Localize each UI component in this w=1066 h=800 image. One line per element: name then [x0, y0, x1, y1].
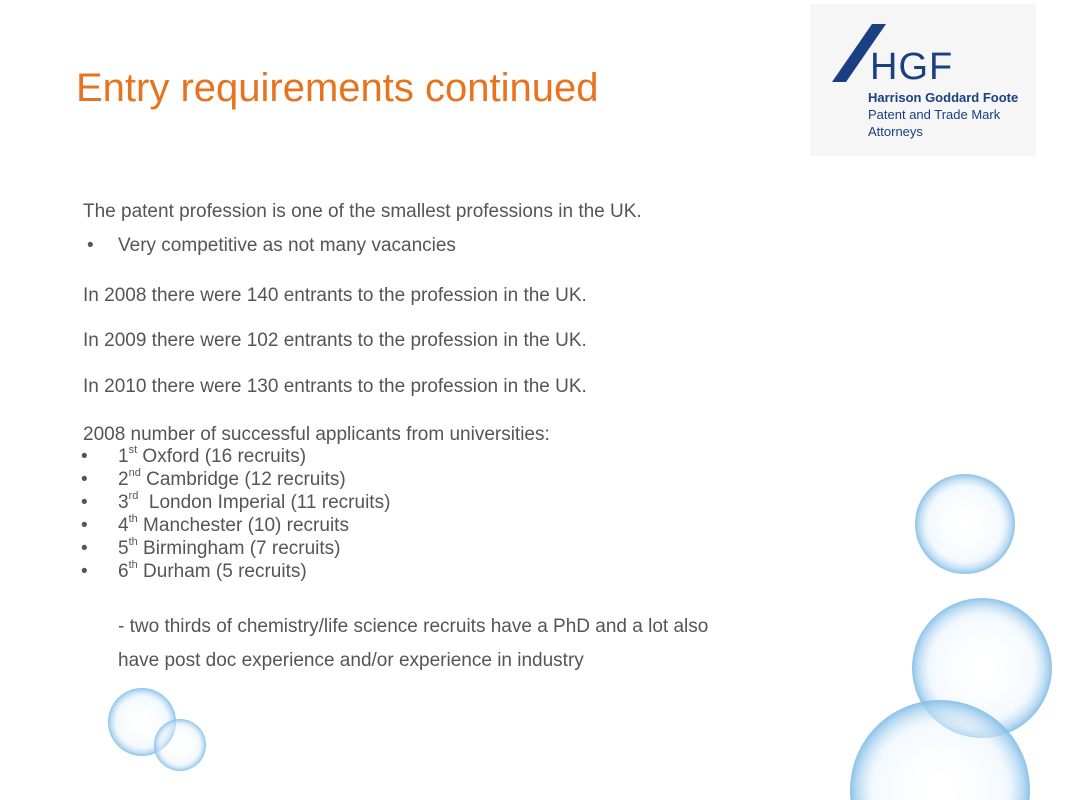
logo-line-3: Attorneys	[868, 124, 923, 139]
stat-2010: In 2010 there were 130 entrants to the profession in the UK.	[83, 376, 587, 397]
bullet-marker: •	[81, 446, 88, 467]
bullet-marker: •	[81, 492, 88, 513]
slide-title: Entry requirements continued	[76, 66, 599, 110]
bubble	[915, 474, 1015, 574]
intro-text: The patent profession is one of the smallest professions in the UK.	[83, 201, 642, 222]
note-line-1: - two thirds of chemistry/life science recruits have a PhD and a lot also	[118, 616, 709, 637]
bullet-marker: •	[81, 515, 88, 536]
bubble	[154, 719, 206, 771]
bullet-marker: •	[81, 538, 88, 559]
note-line-2: have post doc experience and/or experience in industry	[118, 650, 584, 671]
logo-line-1: Harrison Goddard Foote	[868, 90, 1019, 105]
university-item: 4th Manchester (10) recruits	[118, 513, 349, 536]
bubble	[912, 598, 1052, 738]
university-item: 3rd London Imperial (11 recruits)	[118, 490, 391, 513]
logo-mark: HGF	[870, 46, 954, 88]
bullet-marker: •	[81, 469, 88, 490]
university-item: 5th Birmingham (7 recruits)	[118, 536, 341, 559]
stat-2009: In 2009 there were 102 entrants to the profession in the UK.	[83, 330, 587, 351]
university-item: 1st Oxford (16 recruits)	[118, 444, 307, 467]
hgf-logo	[810, 4, 1036, 156]
stat-2008: In 2008 there were 140 entrants to the profession in the UK.	[83, 285, 587, 306]
bubble	[108, 688, 176, 756]
bullet-marker: •	[81, 561, 88, 582]
university-item: 2nd Cambridge (12 recruits)	[118, 467, 346, 490]
university-item: 6th Durham (5 recruits)	[118, 559, 307, 582]
logo-line-2: Patent and Trade Mark	[868, 107, 1001, 122]
bullet-text: Very competitive as not many vacancies	[118, 235, 456, 256]
universities-heading: 2008 number of successful applicants from universities:	[83, 424, 550, 445]
bubble	[850, 700, 1030, 800]
bullet-marker: •	[87, 235, 94, 256]
